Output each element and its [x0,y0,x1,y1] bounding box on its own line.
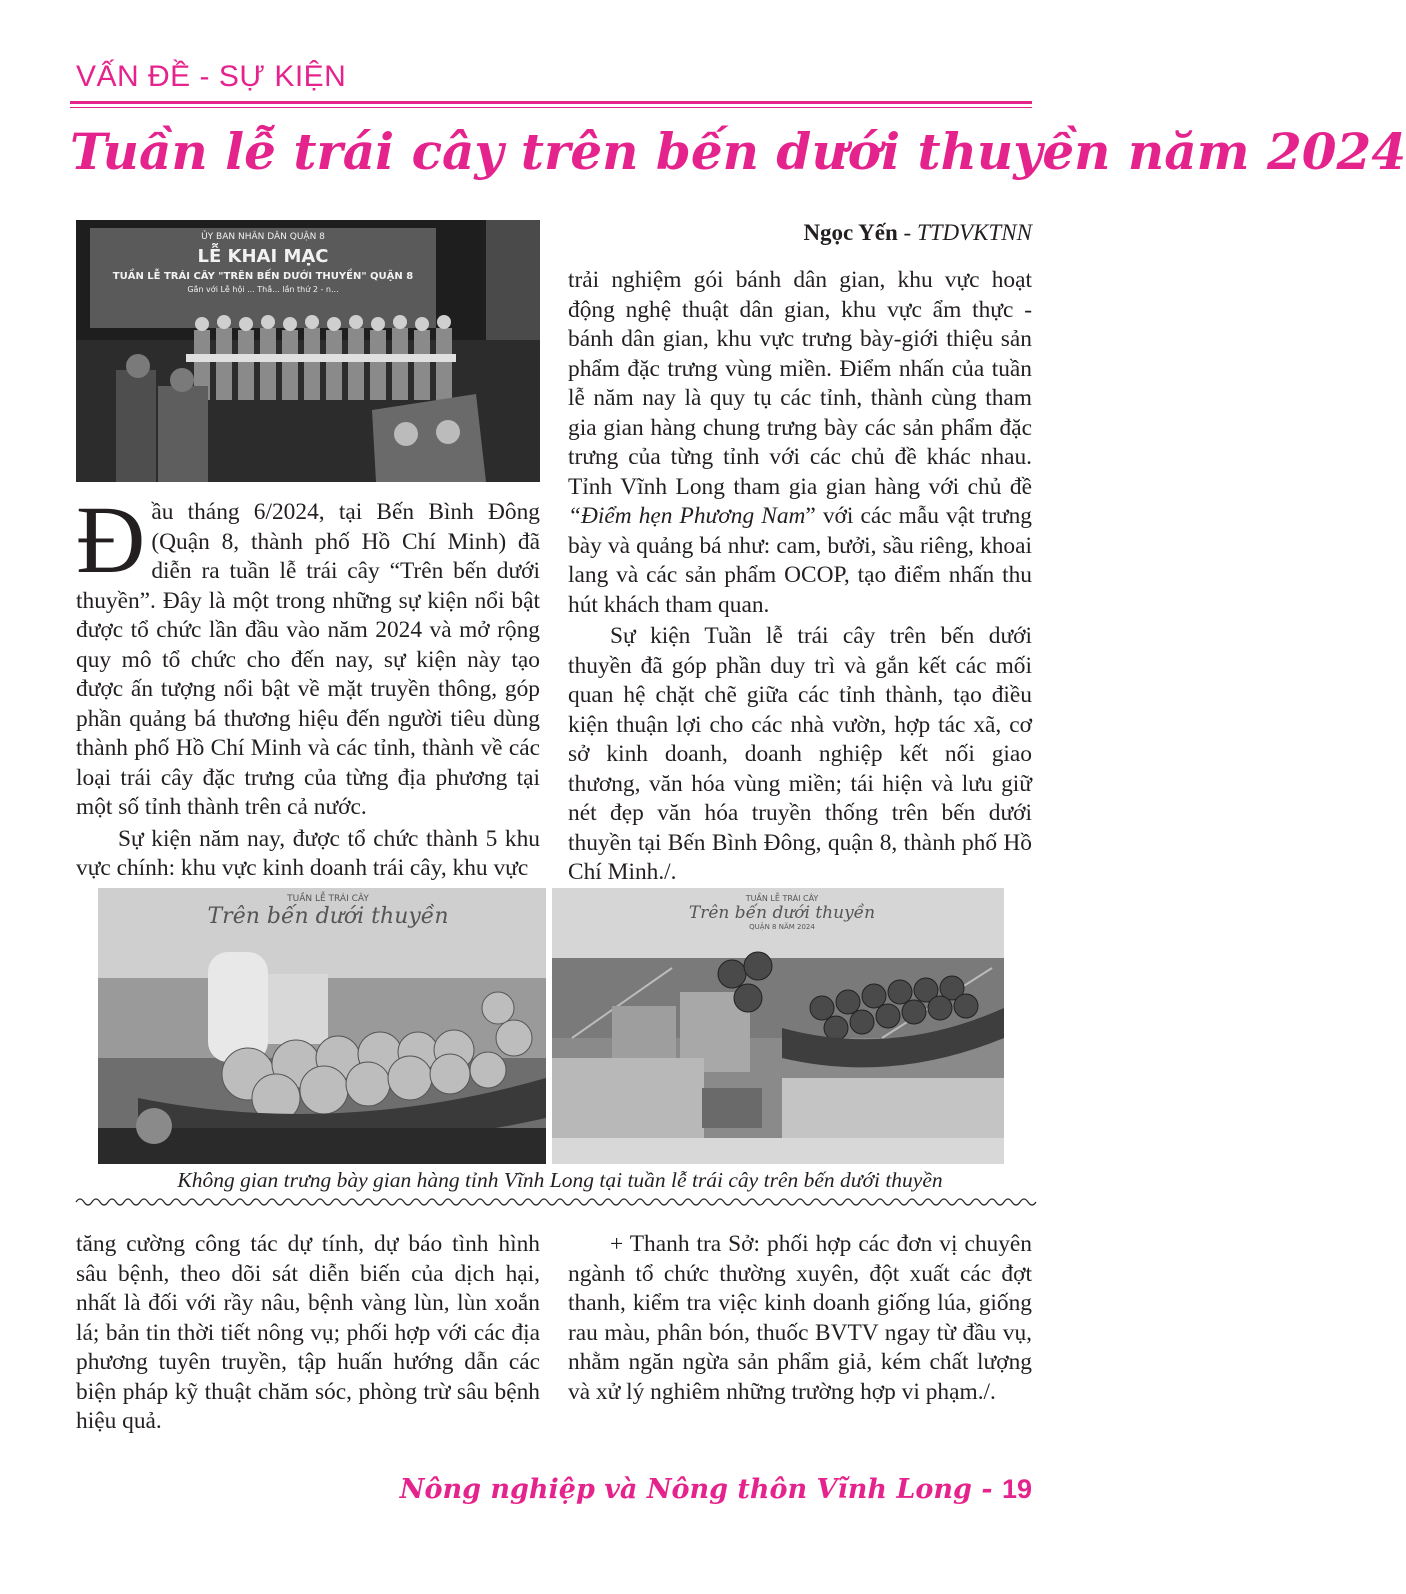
footer-separator: - [971,1474,1002,1505]
opening-ceremony-photo [76,220,540,482]
booth-right-sign-small: TUẦN LỄ TRÁI CÂY [745,894,819,903]
booth-left-sign-script: Trên bến dưới thuyền [207,904,449,929]
article-column-right [568,266,1032,888]
paragraph-areas: Sự kiện năm nay, được tổ chức thành 5 khu vực chính: khu vực kinh doanh trái cây, khu vực [76,825,540,881]
paragraph-intro [76,486,540,823]
booth-right-sign-sub: QUẬN 8 NĂM 2024 [749,923,815,931]
magazine-name: Nông nghiệp và Nông thôn Vĩnh Long [399,1474,972,1505]
paragraph-intro-text: ầu tháng 6/2024, tại Bến Bình Đông (Quận 8, thành phố Hồ Chí Minh) đã diễn ra tuần lễ trái cây “Trên bến dưới thuyền”. Đây là một trong những sự kiện nổi bật được tổ chức lần đầu vào năm 2024 và mở rộng quy mô tổ chức cho đến nay, sự kiện này tạo được ấn tượng nổi bật về mặt truyền thông, góp phần quảng bá thương hiệu đến người tiêu dùng thành phố Hồ Chí Minh và các tỉnh, thành về các loại trái cây đặc trưng của từng địa phương tại một số tỉnh thành trên cả nước. [76,499,540,820]
paragraph-highlights-a: trải nghiệm gói bánh dân gian, khu vực hoạt động nghệ thuật dân gian, khu vực ẩm thực - bánh dân gian, khu vực trưng bày-giới thiệu sản phẩm đặc trưng vùng miền. Điểm nhấn của tuần lễ năm nay là quy tụ các tỉnh, thành cùng tham gia gian hàng chung trưng bày các sản phẩm đặc trưng của từng tỉnh với các chủ đề khác nhau. Tỉnh Vĩnh Long tham gia gian hàng với chủ đề [568,267,1032,500]
banner-line-4: Gắn với Lễ hội ... Thắ... lần thứ 2 - n... [187,285,339,294]
theme-name: “Điểm hẹn Phương Nam [568,503,806,529]
paragraph-highlights-b: ” với các mẫu vật trưng bày và quảng bá như: cam, bưởi, sầu riêng, khoai lang và các sản phẩm OCOP, tạo điểm nhấn thu hút khách tham quan. [568,503,1032,618]
byline-author: Ngọc Yến [803,220,898,245]
continuation-left-text: tăng cường công tác dự tính, dự báo tình hình sâu bệnh, theo dõi sát diễn biến của dịch hại, nhất là đối với rầy nâu, bệnh vàng lùn, lùn xoắn lá; bản tin thời tiết nông vụ; phối hợp với các địa phương tuyên truyền, tập huấn hướng dẫn các biện pháp kỹ thuật chăm sóc, phòng trừ sâu bệnh hiệu quả. [76,1231,540,1434]
continuation-column-right [568,1230,1032,1407]
header-rule-thick [70,101,1032,104]
byline-org: TTDVKTNN [916,220,1032,245]
byline [803,220,1032,246]
booth-photo-right [552,888,1004,1164]
drop-cap: Đ [76,486,146,593]
section-label: VẤN ĐỀ - SỰ KIỆN [76,60,347,93]
booth-photo-left [98,888,546,1164]
booth-right-sign-script: Trên bến dưới thuyền [688,903,876,923]
photo-caption: Không gian trưng bày gian hàng tỉnh Vĩnh Long tại tuần lễ trái cây trên bến dưới thuyền [177,1168,943,1192]
continuation-column-left [76,1230,540,1437]
banner-line-1: ỦY BAN NHÂN DÂN QUẬN 8 [201,232,325,242]
wavy-divider [76,1192,1032,1212]
byline-separator: - [897,220,917,245]
page-footer [400,1474,1032,1505]
page-number: 19 [1001,1474,1032,1504]
banner-line-3: TUẦN LỄ TRÁI CÂY "TRÊN BẾN DƯỚI THUYỀN" QUẬN 8 [112,271,414,282]
paragraph-highlights [568,266,1032,620]
booth-left-sign-small: TUẦN LỄ TRÁI CÂY [287,894,369,904]
continuation-right-text: + Thanh tra Sở: phối hợp các đơn vị chuyên ngành tổ chức thường xuyên, đột xuất các đợt thanh, kiểm tra việc kinh doanh giống lúa, giống rau màu, phân bón, thuốc BVTV ngay từ đầu vụ, nhằm ngăn ngừa sản phẩm giả, kém chất lượng và xử lý nghiêm những trường hợp vi phạm./. [568,1231,1032,1405]
headline: Tuần lễ trái cây trên bến dưới thuyền năm 2024 [70,122,1406,181]
article-column-left [76,486,540,884]
paragraph-conclusion: Sự kiện Tuần lễ trái cây trên bến dưới thuyền đã góp phần duy trì và gắn kết các mối quan hệ chặt chẽ giữa các tỉnh thành, tạo điều kiện thuận lợi cho các nhà vườn, hợp tác xã, cơ sở kinh doanh, doanh nghiệp kết nối giao thương, văn hóa vùng miền; tái hiện và lưu giữ nét đẹp văn hóa truyền thống trên bến dưới thuyền tại Bến Bình Đông, quận 8, thành phố Hồ Chí Minh./. [568,623,1032,885]
banner-line-2: LỄ KHAI MẠC [197,246,329,267]
header-rule-thin [70,107,1032,108]
